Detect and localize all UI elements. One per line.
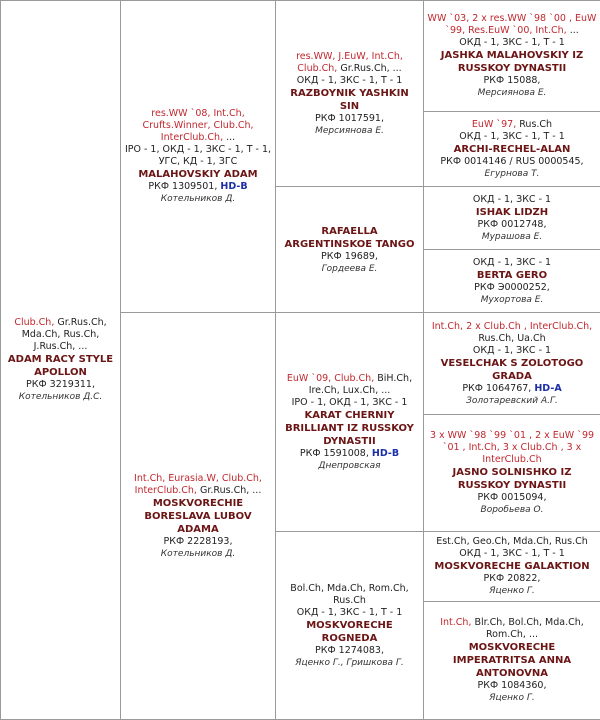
dog-name-link[interactable]: VESELCHAK S ZOLOTOGO GRADA bbox=[427, 357, 597, 383]
titles-line bbox=[427, 119, 597, 131]
titles-line bbox=[427, 536, 597, 548]
titles-line bbox=[427, 13, 597, 37]
dog-cell bbox=[424, 313, 600, 415]
registration-number: РКФ Э0000252, bbox=[474, 282, 550, 293]
registration-line bbox=[279, 251, 420, 263]
champion-titles: Int.Ch, bbox=[440, 617, 471, 628]
breeder-name: Яценко Г. bbox=[427, 692, 597, 704]
working-grades: ОКД - 1, ЗКС - 1, Т - 1 bbox=[279, 75, 420, 87]
dog-cell bbox=[1, 1, 121, 720]
registration-line bbox=[124, 181, 272, 193]
registration-number: РКФ 15088, bbox=[484, 75, 541, 86]
working-grades: IPO - 1, ОКД - 1, ЗКС - 1, Т - 1, УГС, КД - 1, ЗГС bbox=[124, 144, 272, 168]
registration-number: РКФ 2228193, bbox=[163, 536, 232, 547]
registration-line bbox=[427, 492, 597, 504]
champion-titles: EuW `09, Club.Ch, bbox=[287, 373, 374, 384]
registration-number: РКФ 1017591, bbox=[315, 113, 384, 124]
dog-name-link[interactable]: BERTA GERO bbox=[427, 269, 597, 282]
other-titles: Gr.Rus.Ch, Mda.Ch, Rus.Ch, J.Rus.Ch, ... bbox=[22, 317, 107, 352]
working-grades: IPO - 1, ОКД - 1, ЗКС - 1 bbox=[279, 397, 420, 409]
registration-number: РКФ 0014146 / RUS 0000545, bbox=[440, 156, 583, 167]
hd-status-badge: HD-B bbox=[220, 181, 247, 192]
dog-name-link[interactable]: RAFAELLA ARGENTINSKOE TANGO bbox=[279, 225, 420, 251]
registration-number: РКФ 1274083, bbox=[315, 645, 384, 656]
other-titles: Rus.Ch, Ua.Ch bbox=[478, 333, 545, 344]
registration-number: РКФ 20822, bbox=[484, 573, 541, 584]
champion-titles: Int.Ch, 2 x Club.Ch , InterClub.Ch, bbox=[432, 321, 592, 332]
dog-name-link[interactable]: ISHAK LIDZH bbox=[427, 206, 597, 219]
other-titles: ... bbox=[226, 132, 235, 143]
registration-line bbox=[427, 680, 597, 692]
dog-name-link[interactable]: MOSKVORECHIE BORESLAVA LUBOV ADAMA bbox=[124, 497, 272, 536]
dog-name-link[interactable]: MALAHOVSKIY ADAM bbox=[124, 168, 272, 181]
dog-cell bbox=[424, 415, 600, 532]
titles-line bbox=[427, 430, 597, 466]
working-grades: ОКД - 1, ЗКС - 1, Т - 1 bbox=[427, 548, 597, 560]
registration-number: РКФ 1084360, bbox=[477, 680, 546, 691]
dog-name-link[interactable]: KARAT CHERNIY BRILLIANT IZ RUSSKOY DYNASTII bbox=[279, 409, 420, 448]
titles-line bbox=[4, 317, 117, 353]
registration-number: РКФ 19689, bbox=[321, 251, 378, 262]
registration-number: РКФ 1309501, bbox=[148, 181, 217, 192]
dog-name-link[interactable]: RAZBOYNIK YASHKIN SIN bbox=[279, 87, 420, 113]
breeder-name: Яценко Г. bbox=[427, 585, 597, 597]
registration-number: РКФ 1591008, bbox=[300, 448, 369, 459]
breeder-name: Днепровская bbox=[279, 460, 420, 472]
dog-cell bbox=[424, 250, 600, 313]
dog-cell bbox=[276, 313, 424, 532]
breeder-name: Мерсиянова Е. bbox=[427, 87, 597, 99]
dog-name-link[interactable]: JASNO SOLNISHKO IZ RUSSKOY DYNASTII bbox=[427, 466, 597, 492]
working-grades: ОКД - 1, ЗКС - 1, Т - 1 bbox=[427, 131, 597, 143]
breeder-name: Мурашова Е. bbox=[427, 231, 597, 243]
registration-number: РКФ 1064767, bbox=[462, 383, 531, 394]
breeder-name: Мухортова Е. bbox=[427, 294, 597, 306]
titles-line bbox=[427, 321, 597, 345]
other-titles: Est.Ch, Geo.Ch, Mda.Ch, Rus.Ch bbox=[436, 536, 588, 547]
dog-cell bbox=[424, 112, 600, 187]
titles-line bbox=[279, 51, 420, 75]
other-titles: Rus.Ch bbox=[519, 119, 552, 130]
champion-titles: WW `03, 2 x res.WW `98 `00 , EuW `99, Res.EuW `00, Int.Ch, bbox=[428, 13, 597, 36]
dog-name-link[interactable]: MOSKVORECHE GALAKTION bbox=[427, 560, 597, 573]
working-grades: ОКД - 1, ЗКС - 1, Т - 1 bbox=[279, 607, 420, 619]
dog-cell bbox=[121, 313, 276, 720]
other-titles: ... bbox=[570, 25, 579, 36]
working-grades: ОКД - 1, ЗКС - 1, Т - 1 bbox=[427, 37, 597, 49]
dog-cell bbox=[424, 1, 600, 112]
dog-cell bbox=[276, 1, 424, 187]
registration-line bbox=[427, 383, 597, 395]
registration-line bbox=[279, 645, 420, 657]
registration-line bbox=[427, 75, 597, 87]
dog-cell bbox=[424, 532, 600, 602]
titles-line bbox=[279, 583, 420, 607]
other-titles: Gr.Rus.Ch, ... bbox=[200, 485, 261, 496]
working-grades: ОКД - 1, ЗКС - 1 bbox=[427, 257, 597, 269]
champion-titles: res.WW, J.EuW, Int.Ch, Club.Ch, bbox=[296, 51, 403, 74]
registration-line bbox=[427, 219, 597, 231]
champion-titles: Club.Ch, bbox=[14, 317, 54, 328]
registration-line bbox=[279, 113, 420, 125]
working-grades: ОКД - 1, ЗКС - 1 bbox=[427, 194, 597, 206]
champion-titles: Int.Ch, Eurasia.W, Club.Ch, InterClub.Ch, bbox=[134, 473, 262, 496]
breeder-name: Егурнова Т. bbox=[427, 168, 597, 180]
dog-cell bbox=[276, 187, 424, 313]
registration-number: РКФ 3219311, bbox=[26, 379, 95, 390]
champion-titles: EuW `97, bbox=[472, 119, 516, 130]
titles-line bbox=[124, 108, 272, 144]
titles-line bbox=[279, 373, 420, 397]
other-titles: Gr.Rus.Ch, ... bbox=[340, 63, 401, 74]
hd-status-badge: HD-B bbox=[372, 448, 399, 459]
working-grades: ОКД - 1, ЗКС - 1 bbox=[427, 345, 597, 357]
other-titles: Blr.Ch, Bol.Ch, Mda.Ch, Rom.Ch, ... bbox=[474, 617, 583, 640]
breeder-name: Котельников Д. bbox=[124, 548, 272, 560]
other-titles: Bol.Ch, Mda.Ch, Rom.Ch, Rus.Ch bbox=[290, 583, 408, 606]
registration-line bbox=[4, 379, 117, 391]
dog-name-link[interactable]: ADAM RACY STYLE APOLLON bbox=[4, 353, 117, 379]
dog-name-link[interactable]: MOSKVORECHE IMPERATRITSA ANNA ANTONOVNA bbox=[427, 641, 597, 680]
breeder-name: Воробьева О. bbox=[427, 504, 597, 516]
registration-number: РКФ 0012748, bbox=[477, 219, 546, 230]
registration-line bbox=[279, 448, 420, 460]
registration-line bbox=[427, 282, 597, 294]
hd-status-badge: HD-A bbox=[534, 383, 561, 394]
dog-cell bbox=[121, 1, 276, 313]
dog-name-link[interactable]: MOSKVORECHE ROGNEDA bbox=[279, 619, 420, 645]
titles-line bbox=[427, 617, 597, 641]
registration-line bbox=[124, 536, 272, 548]
breeder-name: Котельников Д.С. bbox=[4, 391, 117, 403]
titles-line bbox=[124, 473, 272, 497]
breeder-name: Мерсиянова Е. bbox=[279, 125, 420, 137]
champion-titles: 3 x WW `98 `99 `01 , 2 x EuW `99 `01 , Int.Ch, 3 x Club.Ch , 3 x InterClub.Ch bbox=[430, 430, 594, 465]
breeder-name: Золотаревский А.Г. bbox=[427, 395, 597, 407]
champion-titles: res.WW `08, Int.Ch, Crufts.Winner, Club.Ch, InterClub.Ch, bbox=[142, 108, 253, 143]
dog-cell bbox=[276, 532, 424, 720]
dog-cell bbox=[424, 602, 600, 720]
dog-name-link[interactable]: JASHKA MALAHOVSKIY IZ RUSSKOY DYNASTII bbox=[427, 49, 597, 75]
registration-line bbox=[427, 573, 597, 585]
dog-name-link[interactable]: ARCHI-RECHEL-ALAN bbox=[427, 143, 597, 156]
breeder-name: Гордеева Е. bbox=[279, 263, 420, 275]
registration-line bbox=[427, 156, 597, 168]
breeder-name: Яценко Г., Гришкова Г. bbox=[279, 657, 420, 669]
registration-number: РКФ 0015094, bbox=[477, 492, 546, 503]
dog-cell bbox=[424, 187, 600, 250]
breeder-name: Котельников Д. bbox=[124, 193, 272, 205]
other-titles: BiH.Ch, Ire.Ch, Lux.Ch, ... bbox=[309, 373, 412, 396]
